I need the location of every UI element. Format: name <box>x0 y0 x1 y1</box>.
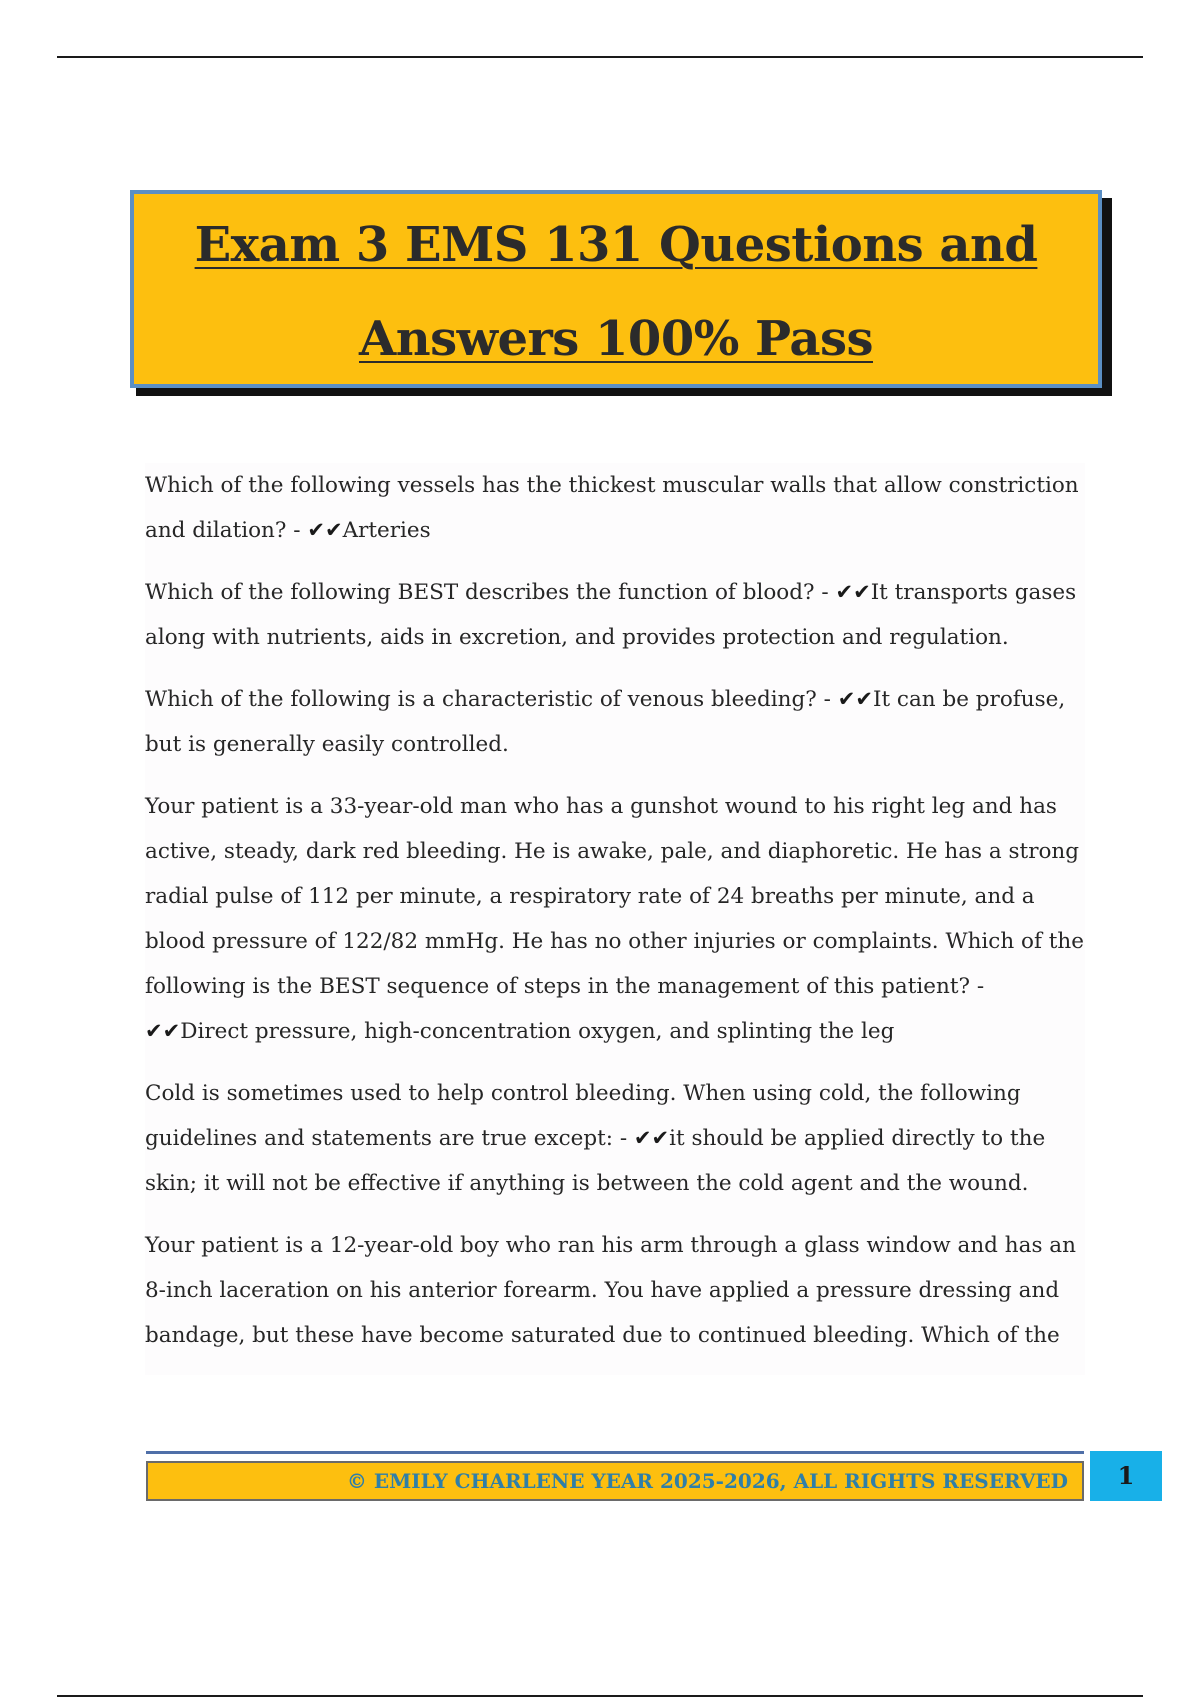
page-number-badge <box>1090 1451 1162 1501</box>
check-icon: ✔✔ <box>835 580 871 604</box>
question-text: Your patient is a 33-year-old man who has a gunshot wound to his right leg and has active, steady, dark red bleeding. He is awake, pale, and diaphoretic. He has a strong radial pulse of 112 per minute, a respiratory rate of 24 breaths per minute, and a blood pressure of 122/82 mmHg. He has no other injuries or complaints. Which of the following is the BEST sequence of steps in the management of this patient? - <box>145 794 1084 999</box>
top-rule <box>57 56 1143 58</box>
answer-text: it should be applied directly to the skin; it will not be effective if anything is between the cold agent and the wound. <box>145 1126 1046 1196</box>
bottom-rule <box>57 1695 1143 1697</box>
footer-banner <box>146 1461 1084 1501</box>
footer-rule <box>146 1451 1084 1454</box>
qa-item <box>145 463 1085 553</box>
check-icon: ✔✔ <box>145 1019 181 1043</box>
check-icon: ✔✔ <box>633 1126 670 1150</box>
check-icon: ✔✔ <box>837 687 873 711</box>
question-text: Which of the following vessels has the thickest muscular walls that allow constriction and dilation? - <box>145 473 1079 543</box>
title-banner <box>130 190 1102 388</box>
qa-item <box>145 1071 1085 1206</box>
answer-text: It transports gases along with nutrients, aids in excretion, and provides protection and regulation. <box>145 580 1077 650</box>
question-text: Cold is sometimes used to help control bleeding. When using cold, the following guidelines and statements are true except: - <box>145 1081 1021 1151</box>
check-icon: ✔✔ <box>307 518 343 542</box>
question-text: Which of the following is a characteristic of venous bleeding? - <box>145 687 838 712</box>
qa-item <box>145 677 1085 767</box>
answer-text: Arteries <box>342 518 431 543</box>
title-line-1: Exam 3 EMS 131 Questions and <box>194 217 1038 273</box>
qa-item <box>145 570 1085 660</box>
question-text: Which of the following BEST describes the function of blood? - <box>145 580 836 605</box>
answer-text: Direct pressure, high-concentration oxygen, and splinting the leg <box>180 1019 895 1044</box>
document-body <box>145 463 1085 1375</box>
copyright-text: © EMILY CHARLENE YEAR 2025-2026, ALL RIGHTS RESERVED <box>346 1469 1068 1493</box>
qa-item <box>145 784 1085 1054</box>
answer-text: It can be profuse, but is generally easily controlled. <box>145 687 1066 757</box>
title-line-2: Answers 100% Pass <box>358 311 873 367</box>
qa-item-partial <box>145 1223 1085 1358</box>
page-number: 1 <box>1117 1461 1135 1490</box>
question-text: Your patient is a 12-year-old boy who ran his arm through a glass window and has an 8-inch laceration on his anterior forearm. You have applied a pressure dressing and bandage, but these have become saturated due to continued bleeding. Which of the <box>145 1233 1076 1348</box>
